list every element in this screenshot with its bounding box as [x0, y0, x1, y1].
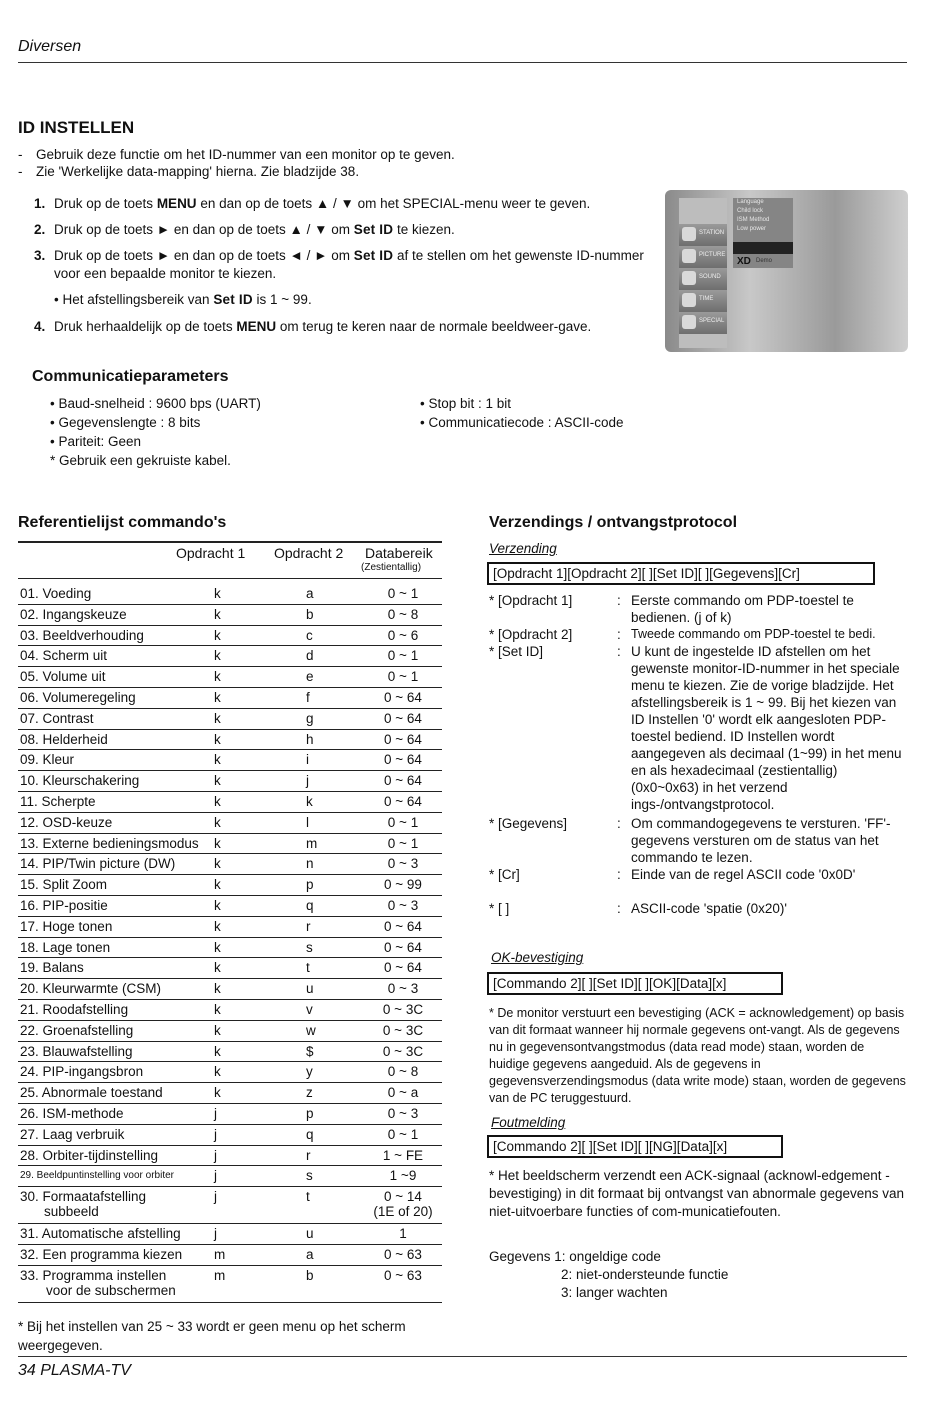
cell-command-name: 31. Automatische afstelling — [20, 1226, 181, 1242]
table-row — [18, 708, 442, 730]
cell-opdracht2: r — [306, 1147, 311, 1163]
cell-opdracht2: b — [306, 606, 314, 622]
cell-opdracht1: k — [214, 814, 221, 830]
cell-opdracht2: g — [306, 710, 314, 726]
cell-opdracht2: $ — [306, 1043, 314, 1059]
cell-databereik: 0 ~ 6 — [387, 627, 419, 643]
cell-opdracht2: c — [306, 627, 313, 643]
table-row — [18, 1103, 442, 1125]
table-row — [18, 1265, 442, 1303]
cell-opdracht2: j — [306, 773, 309, 789]
comm-title: Communicatieparameters — [32, 368, 229, 385]
picture-icon — [682, 249, 696, 263]
cell-databereik: 0 ~ 1 — [387, 648, 419, 664]
xd-logo: XD — [737, 256, 751, 267]
cell-opdracht1: k — [214, 648, 221, 664]
cell-databereik: 0 ~ 64 — [384, 752, 422, 768]
time-icon — [682, 293, 696, 307]
table-row — [18, 937, 442, 959]
cell-command-name: 26. ISM-methode — [20, 1106, 124, 1121]
cell-command-name: 08. Helderheid — [20, 731, 108, 747]
cell-databereik: 0 ~ 99 — [384, 877, 422, 893]
cell-command-name-line2: voor de subschermen — [46, 1282, 176, 1298]
cell-command-name: 23. Blauwafstelling — [20, 1043, 133, 1059]
cell-opdracht1: k — [214, 731, 221, 747]
special-menu-screenshot — [665, 190, 908, 352]
table-row — [18, 895, 442, 917]
table-row — [18, 729, 442, 751]
cell-opdracht1: k — [214, 690, 221, 705]
cell-command-name: 12. OSD-keuze — [20, 814, 113, 830]
cell-opdracht1: k — [214, 794, 221, 809]
special-submenu: Language Child lock ISM Method Low power — [733, 198, 793, 268]
cell-opdracht2: v — [306, 1002, 313, 1017]
cell-opdracht2: b — [306, 1267, 314, 1283]
step-3: 3. Druk op de toets ► en dan op de toets ◄ / ► om Set ID af te stellen om het gewenste ID-nummer voor een bepaalde monitor te kiezen. — [34, 248, 644, 281]
cell-databereik: 0 ~ 3 — [387, 1106, 419, 1121]
cell-command-name: 15. Split Zoom — [20, 877, 108, 893]
cell-databereik: 0 ~ 1 — [387, 835, 419, 851]
gegevens-3: 3: langer wachten — [561, 1285, 668, 1300]
cell-databereik-line2: (1E of 20) — [373, 1204, 433, 1220]
cell-opdracht1: j — [214, 1168, 217, 1184]
cell-opdracht2: u — [306, 981, 314, 997]
cell-databereik: 1 — [399, 1226, 407, 1242]
cell-command-name: 33. Programma instellen — [20, 1267, 167, 1283]
col-opdracht2: Opdracht 2 — [274, 545, 344, 561]
table-row — [18, 978, 442, 1000]
step-4: 4. Druk herhaaldelijk op de toets MENU om terug te keren naar de normale beeldweer-gave. — [34, 319, 592, 334]
cell-databereik: 0 ~ 8 — [387, 1064, 419, 1080]
verzending-label: Verzending — [489, 541, 557, 556]
fout-note: * Het beeldscherm verzendt een ACK-signaal (acknowl-edgement - bevestiging) in dit formaat bij ontvangst van abnormale gegevens van niet-uitvoerbare functies of com-municatiefouten. — [489, 1168, 904, 1219]
cell-opdracht1: k — [214, 856, 221, 872]
table-row — [18, 1223, 442, 1245]
cell-opdracht2: t — [306, 1189, 310, 1205]
table-row — [18, 791, 442, 813]
cell-databereik: 0 ~ 64 — [384, 939, 422, 955]
cell-opdracht1: j — [214, 1147, 217, 1163]
cell-databereik: 0 ~ 1 — [387, 814, 419, 830]
cell-opdracht1: k — [214, 939, 221, 955]
cell-command-name: 14. PIP/Twin picture (DW) — [20, 856, 176, 872]
step-1: 1. Druk op de toets MENU en dan op de toets ▲ / ▼ om het SPECIAL-menu weer te geven. — [34, 196, 591, 211]
cell-databereik: 0 ~ 64 — [384, 918, 422, 934]
table-row — [18, 749, 442, 771]
cell-command-name: 32. Een programma kiezen — [20, 1247, 183, 1262]
cell-databereik: 0 ~ 64 — [384, 960, 422, 976]
cell-databereik: 0 ~ 1 — [387, 1126, 419, 1142]
table-row — [18, 812, 442, 834]
table-row — [18, 583, 442, 605]
cell-command-name: 16. PIP-positie — [20, 898, 108, 913]
cell-command-name: 28. Orbiter-tijdinstelling — [20, 1147, 159, 1163]
table-row — [18, 916, 442, 938]
cell-command-name: 06. Volumeregeling — [20, 690, 136, 705]
cell-opdracht1: k — [214, 835, 221, 851]
fout-label: Foutmelding — [491, 1115, 566, 1130]
cell-opdracht1: k — [214, 981, 221, 997]
cell-databereik: 0 ~ 3C — [382, 1022, 424, 1038]
cell-opdracht1: k — [214, 877, 221, 893]
cell-command-name-line2: subbeeld — [44, 1204, 99, 1220]
cell-opdracht2: f — [306, 690, 310, 705]
table-row — [18, 1020, 442, 1042]
cell-command-name: 05. Volume uit — [20, 669, 106, 685]
ok-note: * De monitor verstuurt een bevestiging (ACK = acknowledgement) op basis van dit formaat wanneer hij normale gegevens ont-vangt. Als de gegevens nu in gegevensontvangstmodus (data read mode) staan, worden de huidige gegevens aangeduid. Als de gegevens in gegevensverzendingsmodus (data write mode) staan, worden de gegevens van de PC teruggestuurd. — [489, 1006, 906, 1105]
set-id-highlight — [733, 242, 793, 254]
step-2: 2. Druk op de toets ► en dan op de toets ▲ / ▼ om Set ID te kiezen. — [34, 222, 455, 237]
cell-opdracht1: k — [214, 1085, 221, 1101]
table-row — [18, 770, 442, 792]
cell-opdracht1: j — [214, 1189, 217, 1205]
cell-opdracht1: j — [214, 1106, 217, 1121]
table-row — [18, 687, 442, 709]
special-icon — [682, 315, 696, 329]
cell-opdracht1: k — [214, 752, 221, 768]
col-databereik: Databereik — [365, 545, 433, 561]
cell-databereik: 0 ~ 3 — [387, 898, 419, 913]
cell-opdracht1: k — [214, 898, 221, 913]
cell-databereik: 0 ~ 1 — [387, 586, 419, 601]
cell-opdracht1: k — [214, 960, 221, 976]
cell-opdracht2: a — [306, 586, 314, 601]
cell-databereik: 0 ~ 64 — [384, 794, 422, 809]
cell-opdracht2: m — [306, 835, 318, 851]
cell-opdracht1: k — [214, 1022, 221, 1038]
header-rule — [18, 62, 907, 63]
cell-command-name: 11. Scherpte — [20, 794, 96, 809]
cell-opdracht1: k — [214, 773, 221, 789]
table-row — [18, 1186, 442, 1224]
footer-rule — [18, 1356, 907, 1357]
menu-item-picture: PICTURE — [679, 246, 727, 268]
menu-item-special: SPECIAL — [679, 312, 727, 334]
cell-opdracht2: p — [306, 877, 314, 893]
cell-command-name: 24. PIP-ingangsbron — [20, 1064, 144, 1080]
cell-opdracht2: n — [306, 856, 314, 872]
verzending-format: [Opdracht 1][Opdracht 2][ ][Set ID][ ][Gegevens][Cr] — [487, 562, 875, 585]
cell-opdracht1: k — [214, 710, 221, 726]
cell-databereik: 0 ~ 3 — [387, 856, 419, 872]
gegevens-1: Gegevens 1: ongeldige code — [489, 1249, 661, 1264]
menu-item-station: STATION — [679, 224, 727, 246]
cell-opdracht2: l — [306, 814, 309, 830]
cell-opdracht2: t — [306, 960, 310, 976]
xd-demo-label: Demo — [756, 258, 773, 264]
menu-item-sound: SOUND — [679, 268, 727, 290]
cell-databereik: 0 ~ 63 — [384, 1267, 422, 1283]
sound-icon — [682, 271, 696, 285]
cell-opdracht1: k — [214, 1043, 221, 1059]
step-3-note: • Het afstellingsbereik van Set ID is 1 ~ 99. — [54, 292, 312, 307]
cell-databereik: 0 ~ 64 — [384, 731, 422, 747]
table-row — [18, 625, 442, 647]
cell-opdracht2: y — [306, 1064, 313, 1080]
cell-opdracht2: k — [306, 794, 313, 809]
cell-command-name: 21. Roodafstelling — [20, 1002, 129, 1017]
cell-databereik: 0 ~ 14 — [384, 1189, 422, 1205]
cell-databereik: 1 ~9 — [389, 1168, 417, 1184]
cell-databereik: 0 ~ 64 — [384, 690, 422, 705]
cell-opdracht2: s — [306, 1168, 313, 1184]
table-row — [18, 999, 442, 1021]
cell-opdracht2: d — [306, 648, 314, 664]
cell-opdracht2: u — [306, 1226, 314, 1242]
cell-opdracht1: k — [214, 606, 221, 622]
cell-opdracht2: h — [306, 731, 314, 747]
cell-opdracht2: r — [306, 918, 311, 934]
cell-command-name: 03. Beeldverhouding — [20, 627, 144, 643]
cell-databereik: 0 ~ a — [387, 1085, 419, 1101]
cell-opdracht2: s — [306, 939, 313, 955]
cell-command-name: 13. Externe bedieningsmodus — [20, 835, 199, 851]
cell-databereik: 0 ~ 64 — [384, 773, 422, 789]
cell-databereik: 0 ~ 3C — [382, 1043, 424, 1059]
cell-databereik: 0 ~ 3C — [382, 1002, 424, 1017]
cell-opdracht1: k — [214, 586, 221, 601]
table-row — [18, 853, 442, 875]
cell-command-name: 20. Kleurwarmte (CSM) — [20, 981, 162, 997]
table-row — [18, 874, 442, 896]
cell-command-name: 22. Groenafstelling — [20, 1022, 134, 1038]
cell-opdracht2: a — [306, 1247, 314, 1262]
table-row — [18, 957, 442, 979]
comm-right: • Stop bit : 1 bit • Communicatiecode : ASCII-code — [420, 396, 624, 430]
cell-command-name: 19. Balans — [20, 960, 84, 976]
cell-opdracht2: q — [306, 898, 314, 913]
cell-command-name: 29. Beeldpuntinstelling voor orbiter — [20, 1170, 174, 1182]
table-row — [18, 1041, 442, 1063]
proto-title: Verzendings / ontvangstprotocol — [489, 514, 738, 531]
table-note: * Bij het instellen van 25 ~ 33 wordt er geen menu op het scherm weergegeven. — [18, 1319, 406, 1353]
col-zestientallig: (Zestientallig) — [361, 562, 422, 573]
ok-format: [Commando 2][ ][Set ID][ ][OK][Data][x] — [487, 972, 783, 995]
table-top-rule — [18, 541, 442, 543]
intro-line-2: - Zie 'Werkelijke data-mapping' hierna. Zie bladzijde 38. — [18, 164, 360, 179]
table-row — [18, 1145, 442, 1167]
table-row — [18, 1244, 442, 1266]
menu-item-time: TIME — [679, 290, 727, 312]
page-footer: 34 PLASMA-TV — [18, 1362, 131, 1379]
cell-databereik: 0 ~ 63 — [384, 1247, 422, 1262]
table-row — [18, 666, 442, 688]
ref-title: Referentielijst commando's — [18, 514, 227, 531]
table-row — [18, 645, 442, 667]
cell-opdracht1: k — [214, 1064, 221, 1080]
cell-databereik: 0 ~ 8 — [387, 606, 419, 622]
table-row — [18, 1082, 442, 1104]
table-row — [18, 1061, 442, 1083]
comm-left: • Baud-snelheid : 9600 bps (UART) • Gegevenslengte : 8 bits • Pariteit: Geen * Gebruik een gekruiste kabel. — [50, 396, 261, 468]
fout-format: [Commando 2][ ][Set ID][ ][NG][Data][x] — [487, 1135, 783, 1158]
table-row — [18, 1124, 442, 1146]
cell-command-name: 27. Laag verbruik — [20, 1126, 125, 1142]
cell-command-name: 17. Hoge tonen — [20, 918, 113, 934]
cell-databereik: 0 ~ 1 — [387, 669, 419, 685]
cell-databereik: 0 ~ 64 — [384, 710, 422, 726]
gegevens-2: 2: niet-ondersteunde functie — [561, 1267, 729, 1282]
cell-opdracht1: j — [214, 1126, 217, 1142]
cell-opdracht2: z — [306, 1085, 313, 1101]
cell-command-name: 07. Contrast — [20, 710, 94, 726]
cell-opdracht1: k — [214, 918, 221, 934]
cell-opdracht1: k — [214, 1002, 221, 1017]
intro-line-1: - Gebruik deze functie om het ID-nummer van een monitor op te geven. — [18, 147, 455, 162]
table-row — [18, 604, 442, 626]
cell-opdracht1: k — [214, 669, 221, 685]
ok-label: OK-bevestiging — [491, 950, 584, 965]
col-opdracht1: Opdracht 1 — [176, 545, 246, 561]
cell-command-name: 10. Kleurschakering — [20, 773, 140, 789]
cell-command-name: 02. Ingangskeuze — [20, 606, 127, 622]
cell-command-name: 01. Voeding — [20, 586, 92, 601]
station-icon — [682, 227, 696, 241]
cell-databereik: 0 ~ 3 — [387, 981, 419, 997]
table-row — [18, 1165, 442, 1187]
cell-opdracht1: j — [214, 1226, 217, 1242]
cell-opdracht2: w — [306, 1022, 316, 1038]
cell-opdracht2: p — [306, 1106, 314, 1121]
cell-databereik: 1 ~ FE — [382, 1147, 424, 1163]
cell-command-name: 30. Formaatafstelling — [20, 1189, 147, 1205]
cell-opdracht2: q — [306, 1126, 314, 1142]
section-title: ID INSTELLEN — [18, 118, 135, 137]
cell-opdracht1: k — [214, 627, 221, 643]
table-row — [18, 833, 442, 855]
cell-opdracht1: m — [214, 1247, 226, 1262]
cell-opdracht2: e — [306, 669, 314, 685]
cell-command-name: 18. Lage tonen — [20, 939, 111, 955]
cell-opdracht2: i — [306, 752, 309, 768]
cell-command-name: 04. Scherm uit — [20, 648, 108, 664]
cell-opdracht1: m — [214, 1267, 226, 1283]
cell-command-name: 09. Kleur — [20, 752, 75, 768]
running-header: Diversen — [18, 38, 82, 55]
cell-command-name: 25. Abnormale toestand — [20, 1085, 163, 1101]
